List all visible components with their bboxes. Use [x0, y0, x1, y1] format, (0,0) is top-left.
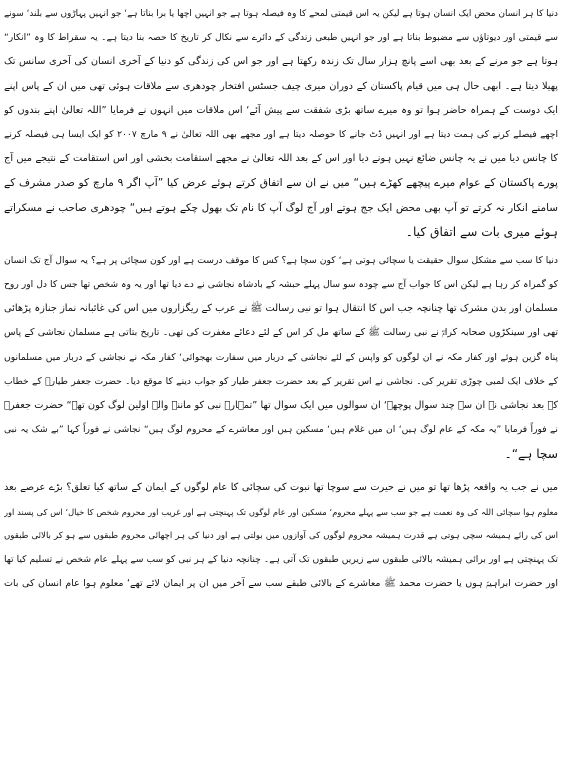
text-line: پورے پاکستان کے عوام میرے پیچھے کھڑے ہیں“ میں نے ان سے اتفاق کرتے ہوئے عرض کیا ”آپ اگر ۹ مارچ کو صدر مشرف کے: [4, 176, 558, 190]
text-line: میں نے جب یہ واقعہ پڑھا تھا تو میں نے حیرت سے سوچا تھا نبوت کی سچائی کا عام لوگوں کے ایمان کے ساتھ کیا تعلق؟ بڑے عرصے بعد: [4, 481, 558, 493]
text-line: کے خلاف ایک لمبی چوڑی تقریر کی۔ نجاشی نے اس تقریر کے بعد حضرت جعفر طیار کو جواب دینے کا موقع دیا۔ حضرت جعفر طیارؓ کے خطاب: [4, 375, 558, 387]
text-line: نے فوراً فرمایا ”یہ مکہ کے عام لوگ ہیں‘ ان میں غلام ہیں‘ مسکین ہیں اور معاشرے کے محروم لوگ ہیں“ نجاشی نے فوراً کہا ”بے شک یہ نبی: [4, 424, 558, 436]
text-line: سے قیمتی اور دیوتاؤں سے مضبوط بناتا ہے اور جو انہیں طبعی زندگی کے دائرے سے نکال کر تاریخ کا حصہ بنا دیتا ہے۔ یہ سقراط کا وہ ”انکار“: [4, 32, 558, 44]
text-line: سامنے انکار نہ کرتے تو آپ بھی محض ایک جج ہوتے اور آج لوگ آپ کا نام تک بھول چکے ہوتے ہیں“ چودھری صاحب نے مسکراتے: [4, 201, 558, 214]
text-line: دنیا کا سب سے مشکل سوال حقیقت یا سچائی ہوتی ہے‘ کون سچا ہے؟ کس کا موقف درست ہے اور کون سچائی پر ہے؟ یہ سوال آج تک انسان: [4, 254, 558, 266]
text-line: کے بعد نجاشی نے ان سے چند سوال پوچھے‘ ان سوالوں میں ایک سوال تھا ”تمہارے نبی کو ماننے والے اولین لوگ کون تھے“ حضرت جعفرؓ: [4, 400, 558, 411]
paragraph-chief-justice: [4, 2, 558, 244]
text-line: ہوتا ہے جو مرنے کے بعد بھی اسے پانچ ہزار سال تک زندہ رکھتا ہے اور جو اس کی زندگی کو دنیا کے آخری انسان کی آخری سانس تک: [4, 56, 558, 68]
text-line: مسلمان اور بدن مشرک تھا چنانچہ جب اس کا انتقال ہوا تو نبی رسالت ﷺ نے عرب کے ریگزاروں میں اس کی غائبانہ نماز جنازہ پڑھائی: [4, 303, 558, 315]
text-line: پناہ گزین ہوئے اور کفار مکہ نے ان لوگوں کو واپس کے لئے نجاشی کے دربار میں سفارت بھجوائی‘ کفار مکہ نے نجاشی کے دربار میں مسلمانوں: [4, 351, 558, 363]
paragraph-truth: [4, 476, 558, 597]
text-line: ہوئے میری بات سے اتفاق کیا۔: [405, 224, 558, 239]
text-line: معلوم ہوا سچائی اللہ کی وہ نعمت ہے جو سب سے پہلے محروم‘ مسکین اور عام لوگوں تک پہنچتی ہے اور غریب اور محروم شخص کا خیال‘ اس کی پسند اور: [4, 506, 558, 517]
text-line: کو گمراہ کر رہا ہے لیکن اس کا جواب آج سے چودہ سو سال پہلے حبشہ کے بادشاہ نجاشی نے دے دیا تھا اور یہ وہ شخص تھا جس کا دل اور روح: [4, 279, 558, 291]
text-line: کا چانس دیا میں نے یہ چانس ضائع نہیں ہونے دیا اور اس کے بعد اللہ تعالیٰ نے مجھے استقامت بخشی اور اس استقامت کے نتیجے میں آج: [4, 153, 558, 165]
text-line: پھیلا دیتا ہے۔ ابھی حال ہی میں قیام پاکستان کے دوران میری چیف جسٹس افتخار چودھری سے ملاقات ہوئی تھی میں ان کے پاس اپنے: [4, 80, 558, 92]
text-line: تک پہنچتی ہے اور برائی ہمیشہ بالائی طبقوں سے زیریں طبقوں تک آتی ہے۔ چنانچہ دنیا کے ہر نبی کو سب سے پہلے عام شخص نے تسلیم کیا تھا: [4, 554, 558, 566]
text-line: تھی اور سینکڑوں صحابہ کرامؓ نے نبی رسالت ﷺ کے ساتھ مل کر اس کے لئے دعائے مغفرت کی تھی۔ تاریخ بتاتی ہے مسلمان نجاشی کے پاس: [4, 327, 558, 339]
text-line: سچا ہے“۔: [504, 447, 558, 462]
paragraph-najashi: [4, 249, 558, 467]
text-line: اس کی رائے ہمیشہ سچی ہوتی ہے قدرت ہمیشہ محروم لوگوں کی آوازوں میں بولتی ہے اور دنیا کی ہر اچھائی محروم طبقوں سے ہو کر بالائی طبقوں: [4, 530, 558, 541]
text-line: ایک دوست کے ہمراہ حاضر ہوا تو وہ میرے ساتھ بڑی شفقت سے پیش آئے‘ اس ملاقات میں انہوں نے فرمایا ”اللہ تعالیٰ اپنے بندوں کو: [4, 104, 558, 116]
text-line: اچھے فیصلے کرنے کی ہمت دیتا ہے اور انہیں ڈٹ جانے کا حوصلہ دیتا ہے اور مجھے بھی اللہ تعالیٰ نے ۹ مارچ ۲۰۰۷ کو ایک ایسا ہی فیصلہ کرنے: [4, 128, 558, 140]
text-line: اور حضرت ابراہیمؑ ہوں یا حضرت محمد ﷺ معاشرے کے بالائی طبقے سب سے آخر میں ان پر ایمان لائے تھے‘ معلوم ہوا عام انسان کی بات: [4, 578, 558, 590]
text-line: دنیا کا ہر انسان محض ایک انسان ہوتا ہے لیکن یہ اس قیمتی لمحے کا وہ فیصلہ ہوتا ہے جو انہیں اچھا یا برا بناتا ہے‘ جو انہیں پہاڑوں سے بلند‘ سونے: [4, 9, 558, 19]
